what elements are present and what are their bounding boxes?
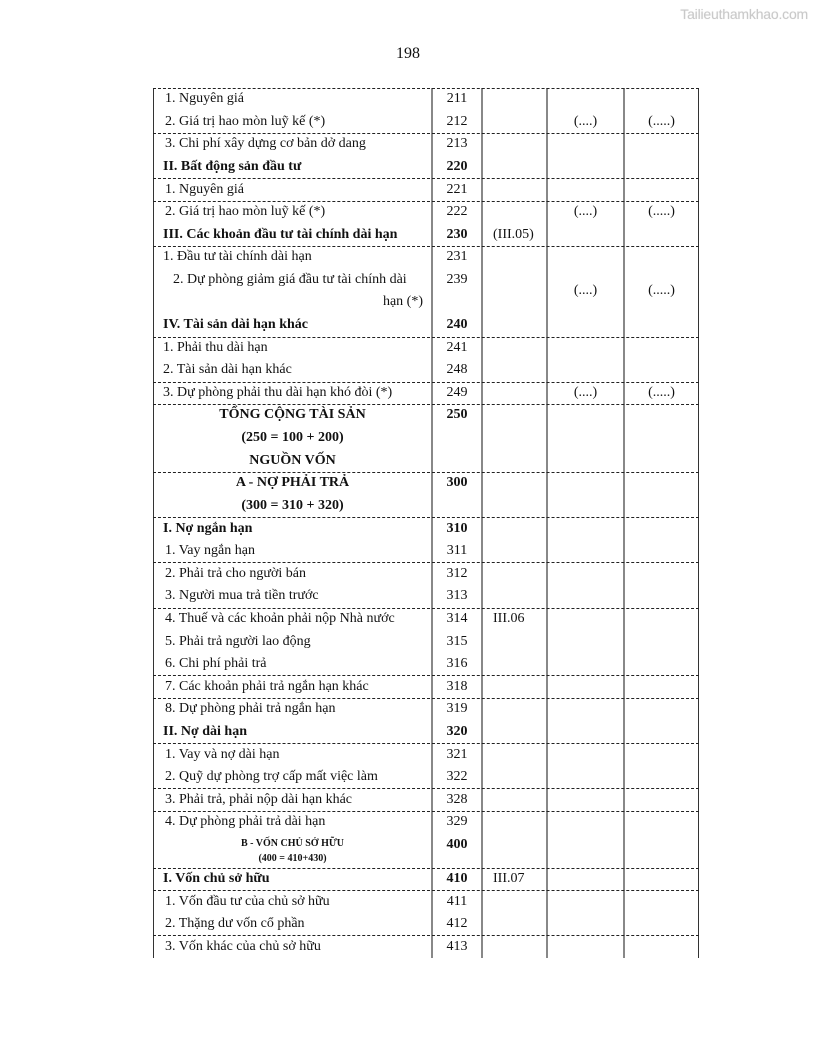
item-name: II. Bất động sản đầu tư: [163, 159, 302, 175]
code-cell: [431, 472, 481, 517]
item-name-cell: [153, 382, 431, 405]
item-name-cell: [153, 337, 431, 360]
note-cell: [481, 337, 546, 360]
item-name-cell: [153, 540, 431, 563]
item-name-cell: [153, 111, 431, 134]
note-cell: [481, 133, 546, 156]
previous-year-cell: [623, 540, 699, 563]
item-name: 1. Đầu tư tài chính dài hạn: [163, 249, 312, 265]
previous-year-cell: [623, 133, 699, 156]
table-row: [153, 178, 699, 201]
item-name: 7. Các khoản phải trả ngắn hạn khác: [165, 678, 369, 694]
current-year-cell: [546, 178, 623, 201]
current-year-cell: [546, 224, 623, 247]
current-year-cell: [546, 382, 623, 405]
code-cell-value: 211: [446, 91, 468, 107]
item-name: 2. Giá trị hao mòn luỹ kế (*): [165, 113, 326, 129]
item-name-cell: [153, 224, 431, 247]
code-cell: [431, 698, 481, 721]
previous-year-cell-value: (.....): [648, 204, 675, 220]
item-name-line: NGUỒN VỐN: [249, 452, 336, 468]
current-year-cell-value: (....): [573, 204, 598, 220]
note-cell: [481, 698, 546, 721]
current-year-cell: [546, 811, 623, 834]
code-cell: [431, 314, 481, 337]
item-name: 3. Vốn khác của chủ sở hữu: [165, 938, 321, 954]
note-cell: [481, 890, 546, 913]
code-cell: [431, 766, 481, 789]
item-name-line: B - VỐN CHỦ SỞ HỮU: [240, 837, 345, 849]
code-cell: [431, 811, 481, 834]
item-name: III. Các khoản đầu tư tài chính dài hạn: [163, 226, 398, 242]
table-row: [153, 766, 699, 789]
table-row: [153, 834, 699, 868]
code-cell-value: 222: [446, 204, 468, 220]
current-year-cell: [546, 788, 623, 811]
current-year-cell: [546, 201, 623, 224]
item-name-line: A - NỢ PHẢI TRẢ: [235, 475, 350, 491]
note-cell: [481, 834, 546, 868]
table-row: [153, 608, 699, 631]
item-name-cell: [153, 133, 431, 156]
note-cell: [481, 359, 546, 382]
previous-year-cell: [623, 337, 699, 360]
note-cell: [481, 517, 546, 540]
code-cell: [431, 246, 481, 269]
table-row: [153, 743, 699, 766]
code-cell: [431, 913, 481, 936]
previous-year-cell: [623, 935, 699, 958]
current-year-cell-value: (....): [573, 283, 598, 299]
table-row: [153, 224, 699, 247]
note-cell: [481, 935, 546, 958]
item-name: 1. Vay ngắn hạn: [165, 543, 255, 559]
code-cell-value: 318: [446, 678, 468, 694]
code-cell-value: 328: [446, 791, 468, 807]
table-row: [153, 314, 699, 337]
item-name-cell: [153, 517, 431, 540]
table-row: [153, 788, 699, 811]
code-cell-value: 249: [446, 385, 468, 401]
code-cell: [431, 269, 481, 314]
item-name-cell: [153, 201, 431, 224]
current-year-cell: [546, 404, 623, 472]
previous-year-cell: [623, 868, 699, 891]
note-cell: [481, 766, 546, 789]
item-name-cell: [153, 178, 431, 201]
item-name: 1. Nguyên giá: [165, 181, 244, 197]
previous-year-cell: [623, 382, 699, 405]
item-name-cell: [153, 472, 431, 517]
item-name-line: 2. Dự phòng giảm giá đầu tư tài chính dài: [173, 271, 407, 287]
item-name-cell: [153, 913, 431, 936]
table-row: [153, 540, 699, 563]
code-cell: [431, 834, 481, 868]
item-name-cell: [153, 698, 431, 721]
note-cell: [481, 653, 546, 676]
previous-year-cell: [623, 246, 699, 269]
note-cell: [481, 404, 546, 472]
item-name-cell: [153, 156, 431, 179]
table-row: [153, 653, 699, 676]
code-cell-value: 319: [446, 701, 468, 717]
code-cell: [431, 133, 481, 156]
item-name-cell: [153, 608, 431, 631]
table-row: [153, 404, 699, 472]
previous-year-cell: [623, 359, 699, 382]
item-name: 3. Người mua trả tiền trước: [165, 588, 319, 604]
code-cell-value: 310: [446, 520, 468, 536]
item-name-cell: [153, 359, 431, 382]
note-cell: [481, 788, 546, 811]
item-name-cell: [153, 811, 431, 834]
previous-year-cell: [623, 608, 699, 631]
table-row: [153, 269, 699, 314]
table-row: [153, 630, 699, 653]
previous-year-cell-value: (.....): [648, 385, 675, 401]
previous-year-cell: [623, 811, 699, 834]
current-year-cell: [546, 540, 623, 563]
current-year-cell: [546, 890, 623, 913]
item-name: 8. Dự phòng phải trả ngắn hạn: [165, 701, 336, 717]
table-row: [153, 868, 699, 891]
previous-year-cell: [623, 178, 699, 201]
previous-year-cell: [623, 562, 699, 585]
code-cell-value: 314: [446, 610, 468, 626]
note-cell: [481, 314, 546, 337]
code-cell-value: 322: [446, 769, 468, 785]
item-name-cell: [153, 562, 431, 585]
current-year-cell: [546, 133, 623, 156]
current-year-cell: [546, 743, 623, 766]
code-cell-value: 315: [446, 633, 468, 649]
previous-year-cell: [623, 201, 699, 224]
item-name-cell: [153, 653, 431, 676]
table-row: [153, 88, 699, 111]
note-cell: [481, 246, 546, 269]
item-name-cell: [153, 788, 431, 811]
current-year-cell: [546, 834, 623, 868]
note-cell-value: III.07: [493, 870, 525, 886]
table-row: [153, 111, 699, 134]
item-name: 6. Chi phí phải trả: [165, 656, 267, 672]
previous-year-cell: [623, 585, 699, 608]
current-year-cell: [546, 156, 623, 179]
code-cell: [431, 540, 481, 563]
previous-year-cell: [623, 472, 699, 517]
table-row: [153, 359, 699, 382]
previous-year-cell-value: (.....): [648, 113, 675, 129]
code-cell: [431, 788, 481, 811]
code-cell: [431, 630, 481, 653]
table-row: [153, 201, 699, 224]
code-cell-value: 320: [446, 723, 468, 739]
code-cell: [431, 721, 481, 744]
table-row: [153, 472, 699, 517]
table-row: [153, 382, 699, 405]
item-name-line: TỔNG CỘNG TÀI SẢN: [219, 407, 366, 423]
note-cell: [481, 111, 546, 134]
note-cell: [481, 811, 546, 834]
balance-sheet-table: [153, 88, 699, 958]
previous-year-cell: [623, 766, 699, 789]
previous-year-cell: [623, 913, 699, 936]
code-cell-value: 212: [446, 113, 468, 129]
note-cell: [481, 88, 546, 111]
table-row: [153, 246, 699, 269]
item-name: 4. Thuế và các khoản phải nộp Nhà nước: [165, 610, 395, 626]
code-cell: [431, 224, 481, 247]
previous-year-cell: [623, 269, 699, 314]
table-row: [153, 517, 699, 540]
code-cell: [431, 337, 481, 360]
code-cell-value: 321: [446, 746, 468, 762]
previous-year-cell: [623, 698, 699, 721]
current-year-cell-value: (....): [573, 113, 598, 129]
item-name: 3. Phải trả, phải nộp dài hạn khác: [165, 791, 353, 807]
code-cell: [431, 201, 481, 224]
current-year-cell: [546, 935, 623, 958]
current-year-cell-value: (....): [573, 385, 598, 401]
previous-year-cell: [623, 517, 699, 540]
code-cell: [431, 890, 481, 913]
note-cell: [481, 156, 546, 179]
note-cell: [481, 675, 546, 698]
previous-year-cell: [623, 630, 699, 653]
table-row: [153, 811, 699, 834]
code-cell: [431, 178, 481, 201]
current-year-cell: [546, 585, 623, 608]
note-cell: [481, 868, 546, 891]
note-cell: [481, 178, 546, 201]
table-row: [153, 675, 699, 698]
code-cell: [431, 359, 481, 382]
previous-year-cell-value: (.....): [648, 283, 675, 299]
code-cell: [431, 562, 481, 585]
code-cell-value: 220: [446, 159, 468, 175]
code-cell: [431, 156, 481, 179]
note-cell: [481, 472, 546, 517]
code-cell-value: 250: [446, 407, 468, 423]
current-year-cell: [546, 675, 623, 698]
code-cell: [431, 382, 481, 405]
table-row: [153, 913, 699, 936]
note-cell: [481, 608, 546, 631]
item-name: I. Vốn chủ sở hữu: [163, 870, 270, 886]
note-cell: [481, 540, 546, 563]
code-cell: [431, 585, 481, 608]
code-cell-value: 413: [446, 938, 468, 954]
previous-year-cell: [623, 653, 699, 676]
current-year-cell: [546, 630, 623, 653]
previous-year-cell: [623, 224, 699, 247]
item-name-line: (300 = 310 + 320): [241, 497, 344, 513]
code-cell-value: 240: [446, 317, 468, 333]
current-year-cell: [546, 517, 623, 540]
previous-year-cell: [623, 88, 699, 111]
code-cell-value: 248: [446, 362, 468, 378]
current-year-cell: [546, 653, 623, 676]
note-cell-value: III.06: [493, 610, 525, 626]
table-row: [153, 585, 699, 608]
table-row: [153, 156, 699, 179]
code-cell-value: 231: [446, 249, 468, 265]
code-cell-value: 412: [446, 916, 468, 932]
item-name-cell: [153, 675, 431, 698]
current-year-cell: [546, 868, 623, 891]
item-name: 1. Nguyên giá: [165, 91, 244, 107]
item-name: II. Nợ dài hạn: [163, 723, 248, 739]
note-cell: [481, 201, 546, 224]
current-year-cell: [546, 698, 623, 721]
previous-year-cell: [623, 156, 699, 179]
previous-year-cell: [623, 890, 699, 913]
watermark: Tailieuthamkhao.com: [680, 6, 808, 22]
item-name: 2. Tài sản dài hạn khác: [163, 362, 292, 378]
code-cell: [431, 868, 481, 891]
note-cell: [481, 630, 546, 653]
previous-year-cell: [623, 834, 699, 868]
current-year-cell: [546, 721, 623, 744]
code-cell-value: 241: [446, 339, 468, 355]
item-name: 1. Vốn đầu tư của chủ sở hữu: [165, 893, 330, 909]
item-name-cell: [153, 88, 431, 111]
note-cell: [481, 721, 546, 744]
code-cell-value: 400: [446, 836, 468, 852]
item-name: 2. Giá trị hao mòn luỹ kế (*): [165, 204, 326, 220]
item-name-cell: [153, 269, 431, 314]
code-cell-value: 300: [446, 475, 468, 491]
item-name: IV. Tài sản dài hạn khác: [163, 317, 308, 333]
code-cell-value: 221: [446, 181, 468, 197]
code-cell: [431, 653, 481, 676]
code-cell: [431, 404, 481, 472]
table-row: [153, 337, 699, 360]
code-cell-value: 410: [446, 870, 468, 886]
code-cell-value: 311: [446, 543, 468, 559]
previous-year-cell: [623, 721, 699, 744]
item-name-cell: [153, 404, 431, 472]
current-year-cell: [546, 337, 623, 360]
item-name-cell: [153, 743, 431, 766]
previous-year-cell: [623, 111, 699, 134]
table-row: [153, 562, 699, 585]
item-name: 3. Dự phòng phải thu dài hạn khó đòi (*): [163, 385, 393, 401]
note-cell: [481, 382, 546, 405]
code-cell: [431, 675, 481, 698]
previous-year-cell: [623, 404, 699, 472]
current-year-cell: [546, 269, 623, 314]
previous-year-cell: [623, 314, 699, 337]
item-name-cell: [153, 721, 431, 744]
code-cell-value: 313: [446, 588, 468, 604]
note-cell: [481, 269, 546, 314]
note-cell: [481, 913, 546, 936]
current-year-cell: [546, 246, 623, 269]
item-name: 2. Quỹ dự phòng trợ cấp mất việc làm: [165, 769, 378, 785]
code-cell: [431, 517, 481, 540]
code-cell-value: 316: [446, 656, 468, 672]
code-cell: [431, 935, 481, 958]
current-year-cell: [546, 314, 623, 337]
item-name: I. Nợ ngắn hạn: [163, 520, 253, 536]
note-cell: [481, 585, 546, 608]
current-year-cell: [546, 472, 623, 517]
code-cell: [431, 111, 481, 134]
note-cell-value: (III.05): [493, 226, 534, 242]
item-name: 2. Thặng dư vốn cổ phần: [165, 916, 305, 932]
current-year-cell: [546, 88, 623, 111]
item-name-line: (250 = 100 + 200): [241, 429, 344, 445]
note-cell: [481, 743, 546, 766]
current-year-cell: [546, 766, 623, 789]
current-year-cell: [546, 913, 623, 936]
item-name-cell: [153, 766, 431, 789]
previous-year-cell: [623, 743, 699, 766]
code-cell: [431, 743, 481, 766]
item-name-cell: [153, 630, 431, 653]
current-year-cell: [546, 562, 623, 585]
item-name: 4. Dự phòng phải trả dài hạn: [165, 814, 326, 830]
note-cell: [481, 224, 546, 247]
item-name-cell: [153, 314, 431, 337]
item-name-cell: [153, 834, 431, 868]
item-name: 3. Chi phí xây dựng cơ bản dở dang: [165, 136, 366, 152]
item-name-cell: [153, 868, 431, 891]
item-name-cell: [153, 890, 431, 913]
table-row: [153, 133, 699, 156]
code-cell-value: 329: [446, 814, 468, 830]
item-name-cell: [153, 246, 431, 269]
item-name-cell: [153, 585, 431, 608]
item-name-cell: [153, 935, 431, 958]
item-name: 1. Phải thu dài hạn: [163, 339, 268, 355]
previous-year-cell: [623, 675, 699, 698]
code-cell-value: 312: [446, 565, 468, 581]
item-name-line: (400 = 410+430): [258, 852, 327, 864]
code-cell-value: 213: [446, 136, 468, 152]
item-name: 2. Phải trả cho người bán: [165, 565, 306, 581]
item-name: 1. Vay và nợ dài hạn: [165, 746, 280, 762]
code-cell-value: 239: [446, 271, 468, 287]
current-year-cell: [546, 111, 623, 134]
code-cell-value: 230: [446, 226, 468, 242]
note-cell: [481, 562, 546, 585]
code-cell: [431, 88, 481, 111]
page-number: 198: [396, 45, 420, 62]
code-cell-value: 411: [446, 893, 468, 909]
table-row: [153, 935, 699, 958]
code-cell: [431, 608, 481, 631]
table-row: [153, 890, 699, 913]
table-row: [153, 721, 699, 744]
previous-year-cell: [623, 788, 699, 811]
table-row: [153, 698, 699, 721]
current-year-cell: [546, 608, 623, 631]
current-year-cell: [546, 359, 623, 382]
item-name-line: hạn (*): [382, 294, 423, 310]
item-name: 5. Phải trả người lao động: [165, 633, 311, 649]
